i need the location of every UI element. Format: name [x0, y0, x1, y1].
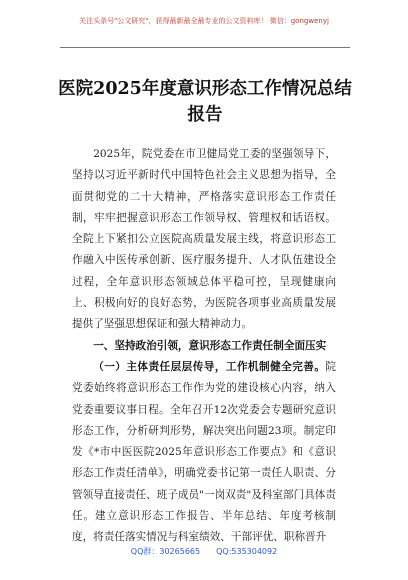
intro-paragraph: 2025年，院党委在市卫健局党工委的坚强领导下，坚持以习近平新时代中国特色社会主义思想为指导，全面贯彻党的二十大精神，严格落实意识形态工作责任制，牢牢把握意识形态工作领导权、管理权和话语权。全院上下紧扣公立医院高质量发展主线，将意识形态工作融入中医传承创新、医疗服务提升、人才队伍建设全过程，全年意识形态领域总体平稳可控，呈现健康向上、积极向好的良好态势，为医院各项事业高质量发展提供了坚强思想保证和强大精神动力。	[72, 148, 336, 331]
subsection-one-paragraph	[72, 357, 336, 549]
document-body	[72, 144, 336, 549]
section-one-heading: 一、坚持政治引领，意识形态工作责任制全面压实	[93, 339, 327, 352]
footer-qq-group: QQ群：30265665	[130, 547, 201, 556]
header-divider	[60, 47, 350, 48]
footer-qq: QQ:535304092	[216, 547, 278, 556]
subsection-one-heading: （一）主体责任层层传导，工作机制健全完善。	[93, 360, 326, 373]
header-promo-banner: 关注头条号"公文研究"，获得最新最全最专业的公文资料库！ 微信：gongwenyj	[79, 17, 329, 25]
document-title: 医院2025年度意识形态工作情况总结报告	[58, 79, 352, 125]
subsection-one-body: 院党委始终将意识形态工作作为党的建设核心内容，纳入党委重要议事日程。全年召开12次党委会专题研究意识形态工作，分析研判形势，解决突出问题23项。制定印发《*市中医医院2025年意识形态工作要点》和《意识形态工作责任清单》，明确党委书记第一责任人职责、分管领导直接责任、班子成员"一岗双责"及科室部门具体责任。建立意识形态工作报告、半年总结、年度考核制度，将责任落实情况与科室绩效、干部评优、职称晋升	[72, 360, 336, 544]
footer-contact	[0, 546, 408, 557]
